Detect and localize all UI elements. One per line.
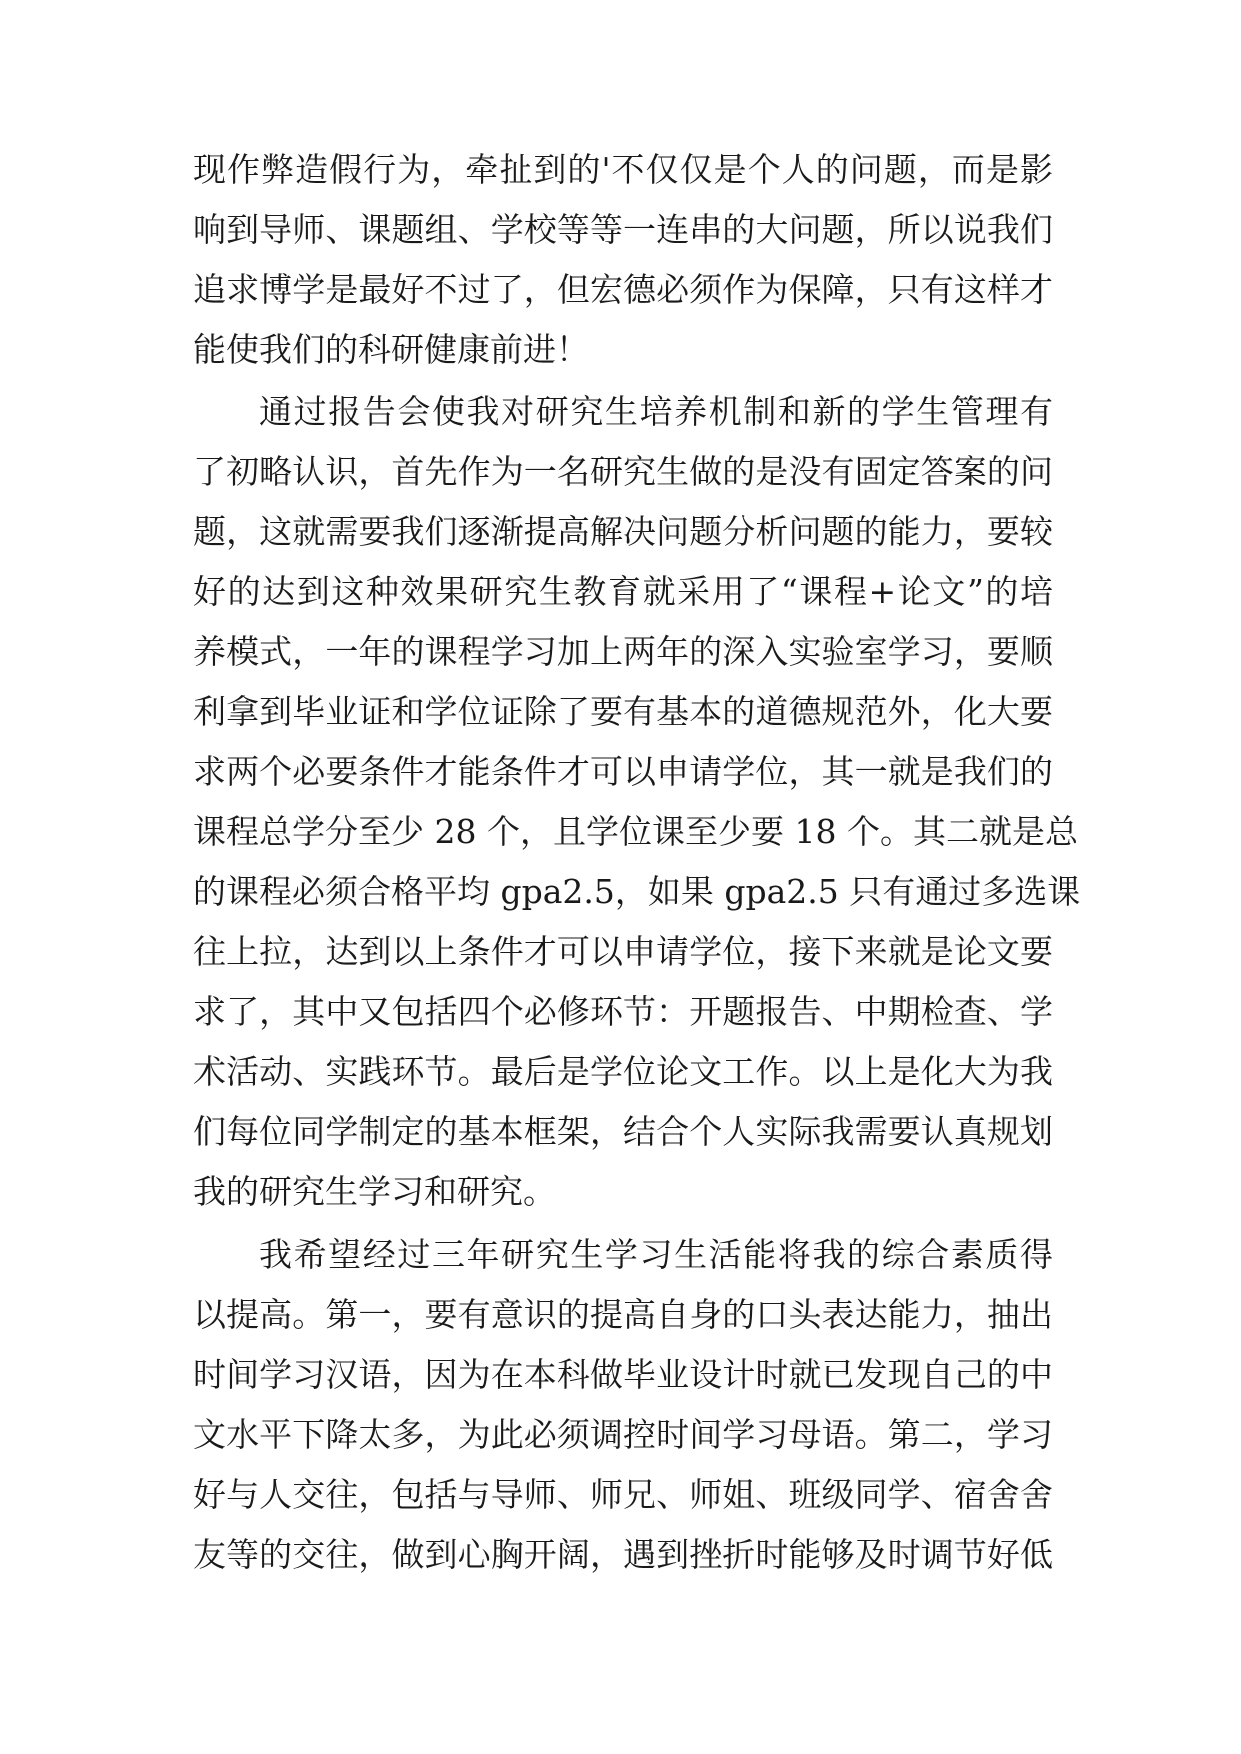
text-line: 好与人交往，包括与导师、师兄、师姐、班级同学、宿舍舍 — [193, 1475, 1053, 1514]
text-line: 们每位同学制定的基本框架，结合个人实际我需要认真规划 — [193, 1112, 1053, 1151]
text-line: 往上拉，达到以上条件才可以申请学位，接下来就是论文要 — [193, 932, 1053, 971]
text-line: 友等的交往，做到心胸开阔，遇到挫折时能够及时调节好低 — [193, 1535, 1053, 1574]
text-line: 好的达到这种效果研究生教育就采用了“课程+论文”的培 — [193, 572, 1053, 611]
paragraph-first-line: 通过报告会使我对研究生培养机制和新的学生管理有 — [259, 392, 1053, 431]
text-line: 追求博学是最好不过了，但宏德必须作为保障，只有这样才 — [193, 270, 1053, 309]
text-line: 响到导师、课题组、学校等等一连串的大问题，所以说我们 — [193, 210, 1053, 249]
paragraph-first-line: 我希望经过三年研究生学习生活能将我的综合素质得 — [259, 1235, 1053, 1274]
text-line: 了初略认识，首先作为一名研究生做的是没有固定答案的问 — [193, 452, 1053, 491]
text-line: 养模式，一年的课程学习加上两年的深入实验室学习，要顺 — [193, 632, 1053, 671]
text-line: 利拿到毕业证和学位证除了要有基本的道德规范外，化大要 — [193, 692, 1053, 731]
text-line: 题，这就需要我们逐渐提高解决问题分析问题的能力，要较 — [193, 512, 1053, 551]
text-line: 能使我们的科研健康前进！ — [193, 330, 589, 369]
text-line: 术活动、实践环节。最后是学位论文工作。以上是化大为我 — [193, 1052, 1053, 1091]
text-line: 的课程必须合格平均 gpa2.5，如果 gpa2.5 只有通过多选课 — [193, 872, 1081, 911]
text-line: 以提高。第一，要有意识的提高自身的口头表达能力，抽出 — [193, 1295, 1053, 1334]
text-line: 时间学习汉语，因为在本科做毕业设计时就已发现自己的中 — [193, 1355, 1053, 1394]
text-line: 课程总学分至少 28 个，且学位课至少要 18 个。其二就是总 — [193, 812, 1078, 851]
text-line: 现作弊造假行为，牵扯到的'不仅仅是个人的问题，而是影 — [193, 150, 1053, 189]
text-line: 文水平下降太多，为此必须调控时间学习母语。第二，学习 — [193, 1415, 1053, 1454]
text-line: 求了，其中又包括四个必修环节：开题报告、中期检查、学 — [193, 992, 1053, 1031]
text-line: 我的研究生学习和研究。 — [193, 1172, 556, 1211]
text-line: 求两个必要条件才能条件才可以申请学位，其一就是我们的 — [193, 752, 1053, 791]
